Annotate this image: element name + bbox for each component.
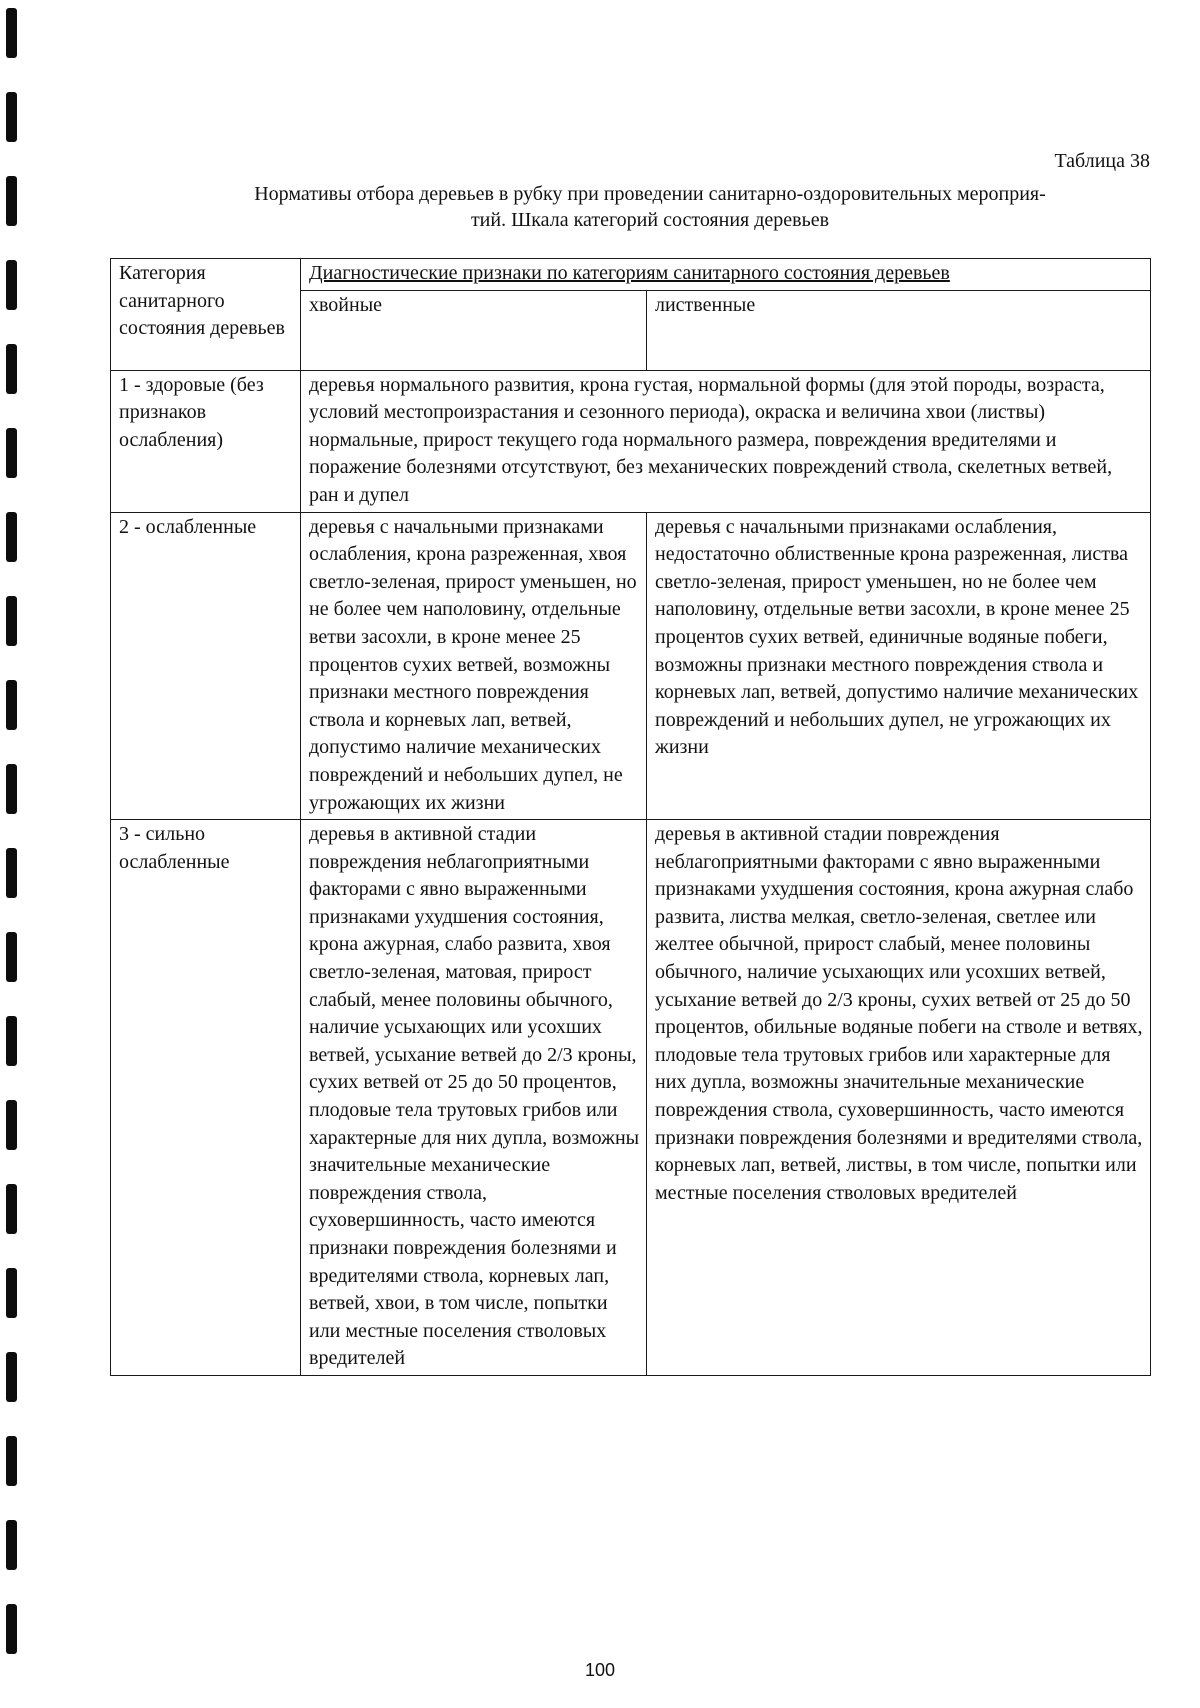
- table-title-line-2: тий. Шкала категорий состояния деревьев: [470, 209, 830, 231]
- binding-hole: [6, 260, 17, 310]
- binding-hole: [6, 92, 17, 142]
- binding-hole: [6, 932, 17, 982]
- binding-hole: [6, 1436, 17, 1486]
- binding-hole: [6, 1100, 17, 1150]
- table-header-row: [111, 259, 1151, 291]
- header-deciduous: лиственные: [647, 290, 1151, 370]
- row-common-signs: деревья нормального развития, крона густая, нормальной формы (для этой породы, возраста, условий местопроизрастания и сезонного периода), окраска и величина хвои (листвы) нормальные, прирост текущего года нормального размера, повреждения вредителями и поражение болезнями отсутствуют, без механических повреждений ствола, скелетных ветвей, ран и дупел: [301, 370, 1151, 512]
- table-number: Таблица 38: [1054, 150, 1150, 172]
- header-diagnostic-label: Диагностические признаки по категориям санитарного состояния деревьев: [309, 262, 950, 284]
- page-number: 100: [584, 1660, 616, 1680]
- sanitary-norms-table: [110, 258, 1151, 1376]
- table-title-line-1: Нормативы отбора деревьев в рубку при проведении санитарно-оздоровительных мероприя-: [254, 183, 1046, 205]
- table-row: [111, 512, 1151, 820]
- row-category: 2 - ослабленные: [111, 512, 301, 820]
- binding-hole: [6, 848, 17, 898]
- binding-hole: [6, 1520, 17, 1570]
- row-category: 1 - здоровые (без признаков ослабления): [111, 370, 301, 512]
- row-coniferous-signs: деревья с начальными признаками ослабления, крона разреженная, хвоя светло-зеленая, прирост уменьшен, но не более чем наполовину, отдельные ветви засохли, в кроне менее 25 процентов сухих ветвей, возможны признаки местного повреждения ствола и корневых лап, ветвей, допустимо наличие механических повреждений и небольших дупел, не угрожающих их жизни: [301, 512, 647, 820]
- binding-hole: [6, 344, 17, 394]
- binding-hole: [6, 428, 17, 478]
- binding-hole: [6, 8, 17, 58]
- row-deciduous-signs: деревья с начальными признаками ослабления, недостаточно облиственные крона разреженная, листва светло-зеленая, прирост уменьшен, но не более чем наполовину, отдельные ветви засохли, в кроне менее 25 процентов сухих ветвей, единичные водяные побеги, возможны признаки местного повреждения ствола и корневых лап, ветвей, допустимо наличие механических повреждений и небольших дупел, не угрожающих их жизни: [647, 512, 1151, 820]
- binding-hole: [6, 596, 17, 646]
- row-category: 3 - сильно ослабленные: [111, 820, 301, 1376]
- binding-hole: [6, 1604, 17, 1654]
- header-diagnostic: [301, 259, 1151, 291]
- binding-hole: [6, 680, 17, 730]
- binding-holes: [0, 0, 40, 1708]
- binding-hole: [6, 764, 17, 814]
- binding-hole: [6, 1184, 17, 1234]
- binding-hole: [6, 176, 17, 226]
- table-title: [150, 181, 1150, 233]
- header-coniferous: хвойные: [301, 290, 647, 370]
- row-coniferous-signs: деревья в активной стадии повреждения неблагоприятными факторами с явно выраженными признаками ухудшения состояния, крона ажурная, слабо развита, хвоя светло-зеленая, матовая, прирост слабый, менее половины обычного, наличие усыхающих или усохших ветвей, усыхание ветвей до 2/3 кроны, сухих ветвей от 25 до 50 процентов, плодовые тела трутовых грибов или характерные для них дупла, возможны значительные механические повреждения ствола, суховершинность, часто имеются признаки повреждения болезнями и вредителями ствола, корневых лап, ветвей, хвои, в том числе, попытки или местные поселения стволовых вредителей: [301, 820, 647, 1376]
- binding-hole: [6, 1016, 17, 1066]
- row-deciduous-signs: деревья в активной стадии повреждения неблагоприятными факторами с явно выраженными признаками ухудшения состояния, крона ажурная слабо развита, листва мелкая, светло-зеленая, светлее или желтее обычной, прирост слабый, менее половины обычного, наличие усыхающих или усохших ветвей, усыхание ветвей до 2/3 кроны, сухих ветвей от 25 до 50 процентов, обильные водяные побеги на стволе и ветвях, плодовые тела трутовых грибов или характерные для них дупла, возможны значительные механические повреждения ствола, суховершинность, часто имеются признаки повреждения болезнями и вредителями ствола, корневых лап, ветвей, листвы, в том числе, попытки или местные поселения стволовых вредителей: [647, 820, 1151, 1376]
- header-category: Категория санитарного состояния деревьев: [111, 259, 301, 371]
- table-row: [111, 820, 1151, 1376]
- binding-hole: [6, 1268, 17, 1318]
- binding-hole: [6, 512, 17, 562]
- table-row: [111, 370, 1151, 512]
- binding-hole: [6, 1352, 17, 1402]
